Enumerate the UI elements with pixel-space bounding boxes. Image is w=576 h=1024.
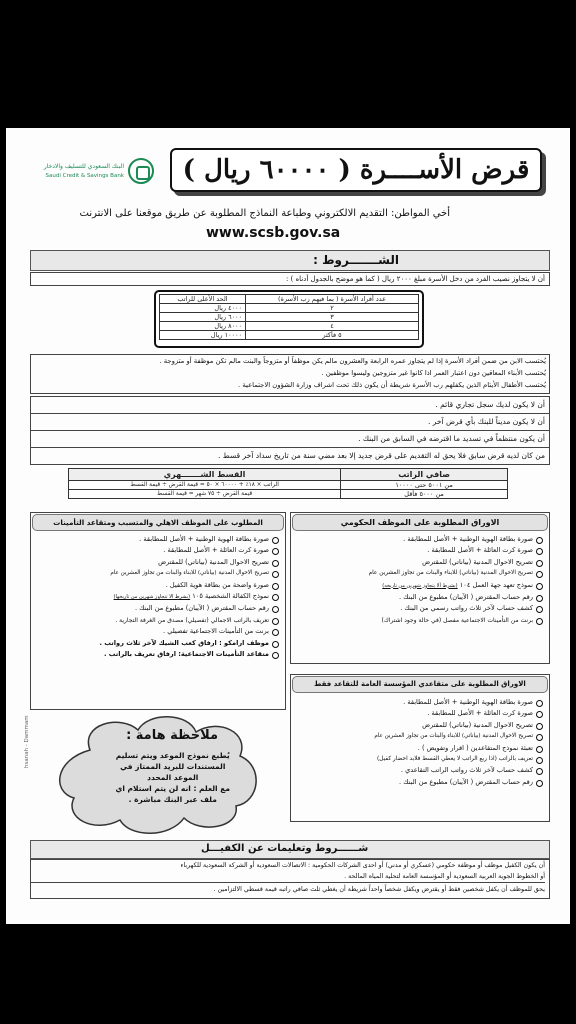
rule-row: من كان لديه قرض سابق فلا يحق له التقديم على قرض جديد إلا بعد مضي سنة من تاريخ سداد آخر قسط .	[30, 447, 550, 465]
notes-block	[30, 354, 550, 394]
bail-form-note: (بشرط الا تتجاوز شهرين من تاريخها)	[113, 594, 191, 601]
list-item: تصريح الاحوال المدنية (بياناتي) للمقترض	[291, 557, 544, 568]
guarantor-line: أن يكون الكفيل موظف أو موظفة حكومي (عسكري أو مدني) أو احدى الشركات الحكومية : الاتصالات السعودية أو الشركة السعودية للكهرباء	[180, 862, 545, 869]
cloud-line: ملف عبر البنك مباشرة .	[128, 795, 217, 804]
list-item: رقم حساب المقترض ( الآيبان) مطبوع من البنك .	[291, 777, 544, 788]
list-item: تصريح الاحوال المدنية (بياناتي) للمقترض	[291, 720, 544, 731]
list-item: صورة واضحة من بطاقة هوية الكفيل .	[31, 580, 280, 591]
table-header: صافي الراتب	[341, 469, 508, 481]
table-header: الحد الأعلى للراتب	[160, 295, 246, 304]
table-cell: ٤	[246, 322, 419, 331]
list-item: تعريف بالراتب الاجمالي (تفصيلي) مصدق من الغرفة التجارية .	[31, 615, 280, 626]
table-cell: ٤٠٠٠ ريال	[160, 304, 246, 313]
table-header: عدد أفراد الأسرة ( بما فيهم رب الأسرة)	[246, 295, 419, 304]
table-cell: من ٥٠٠١ حتى ١٠٠٠٠	[341, 481, 508, 490]
private-employee-box	[30, 512, 286, 710]
gov-employee-box	[290, 512, 550, 664]
list-item: كشف حساب لآخر ثلاث رواتب الراتب التقاعدي .	[291, 765, 544, 776]
retired-box-title: الاوراق المطلوبة على متقاعدي المؤسسة العامة للتقاعد فقط	[292, 676, 548, 693]
guarantor-heading: شــــــروط وتعليمات عن الكفيـــل	[201, 843, 369, 854]
bank-name-ar: البنك السعودي للتسليف والادخار	[43, 163, 124, 170]
list-item: رقم حساب المقترض ( الآيبان) مطبوع من البنك .	[31, 603, 280, 614]
conditions-heading-bar	[30, 250, 550, 271]
list-item: صورة بطاقة الهوية الوطنية + الأصل للمطابقة .	[31, 534, 280, 545]
list-item: تعبئة نموذج المتقاعدين ( اقرار وتفويض ) .	[291, 743, 544, 754]
conditions-heading: الشـــــــروط :	[313, 253, 399, 267]
logo-mark-icon	[128, 158, 154, 184]
table-cell: قيمة القرض ÷ ٧٥ شهر = قيمة القسط	[69, 490, 341, 499]
list-item: تصريح الاحوال المدنية (بياناتي) للمقترض	[31, 557, 280, 568]
list-item: صورة بطاقة الهوية الوطنية + الأصل للمطابقة .	[291, 534, 544, 545]
website-link[interactable]: www.scsb.gov.sa	[206, 225, 341, 241]
rule-row: أن لا يكون لديك سجل تجاري قائم .	[30, 396, 550, 414]
list-item: متقاعد التأمينات الاجتماعية: ارفاق تعريف بالراتب .	[31, 649, 280, 660]
list-item: تعريف بالراتب (اذا ربع الراتب لا يغطي القسط فلابد احضار كفيل)	[291, 754, 544, 765]
table-header: القسط الشـــــــهري	[69, 469, 341, 481]
list-item: نموذج تعهد جهة العمل ١٠٤ (بشرط ألا يتجاوز شهرين من تاريخه)	[291, 580, 544, 592]
list-item: صورة كرت العائلة + الأصل للمطابقة .	[291, 708, 544, 719]
cloud-line: الموعد المحدد	[147, 773, 199, 782]
rule-row: أن لا يكون مديناً للبنك بأي قرض آخر .	[30, 413, 550, 431]
cloud-heading: ملاحظة هامة :	[126, 728, 218, 743]
bank-name-en: Saudi Credit & Savings Bank	[45, 173, 124, 179]
table-header-row	[160, 295, 419, 304]
table-header-row	[69, 469, 508, 481]
gov-box-title: الاوراق المطلوبة على الموظف الحكومي	[292, 514, 548, 531]
work-form-note: (بشرط ألا يتجاوز شهرين من تاريخه)	[382, 582, 458, 589]
list-item: كشف حساب لآخر ثلاث رواتب رسمي من البنك .	[291, 603, 544, 614]
guarantor-line: أو الخطوط الجوية العربية السعودية أو المؤسسة العامة لتحلية المياه المالحة .	[344, 873, 545, 880]
document-page	[6, 128, 570, 924]
watermark: hsanah - Dammam	[24, 715, 30, 768]
table-row	[160, 331, 419, 340]
table-row	[160, 304, 419, 313]
bank-logo	[26, 156, 154, 188]
list-item: تصريح الاحوال المدنية (بياناتي) للابناء والبنات من تجاوز العشرين عام	[291, 568, 544, 579]
intro-text: أخي المواطن: التقديم الالكتروني وطباعة النماذج المطلوبة عن طريق موقعنا على الانترنت	[79, 208, 450, 219]
note-line: يُحتسب الابن من ضمن أفراد الأسرة إذا لم يتجاوز عمره الرابعة والعشرون مالم يكن موظفاً أو متزوجاً والبنت مالم تكن موظفة أو متزوجة .	[159, 357, 546, 365]
list-item: تصريح الاحوال المدنية (بياناتي) للابناء والبنات من تجاوز العشرين عام	[291, 731, 544, 742]
note-line: يُحتسب الأبناء المعاقين دون اعتبار العمر اذا كانوا غير متزوجين وليسوا موظفين .	[321, 369, 546, 377]
list-item: صورة كرت العائلة + الأصل للمطابقة .	[291, 545, 544, 556]
list-item: صورة بطاقة الهوية الوطنية + الأصل للمطابقة .	[291, 697, 544, 708]
installment-table	[68, 468, 508, 504]
table-cell: ٨٠٠٠ ريال	[160, 322, 246, 331]
table-cell: ٢	[246, 304, 419, 313]
cloud-line: مع العلم : انه لن يتم استلام اي	[115, 784, 230, 793]
income-rule: أن لا يتجاوز نصيب الفرد من دخل الأسرة مبلغ ٢٠٠٠ ريال ( كما هو موضح بالجدول أدناه ) :	[30, 272, 550, 286]
rule-row: أن يكون منتظماً في تسديد ما اقترضه في السابق من البنك .	[30, 430, 550, 448]
note-line: يُحتسب الأطفال الأيتام الذين يكفلهم رب الأسرة شريطة أن يكون ذلك تحت اشراف وزارة الشؤون الاجتماعية .	[238, 381, 546, 389]
table-cell: الراتب × ١٨٪ + ٦٠٠٠٠ × ٥٠ = قيمة القرض ÷ قيمة القسط	[69, 481, 341, 490]
table-cell: من ٥٠٠٠ فأقل	[341, 490, 508, 499]
list-item: تصريح الاحوال المدنية (بياناتي) للابناء والبنات من تجاوز العشرين عام	[31, 568, 280, 579]
guarantor-heading-bar	[30, 840, 550, 859]
page-title: قرض الأســــرة ( ٦٠٠٠٠ ريال )	[182, 155, 530, 185]
table-cell: ١٠٠٠٠ ريال	[160, 331, 246, 340]
list-item: برنت من التأمينات الاجتماعية مفصل (في حالة وجود اشتراك)	[291, 615, 544, 626]
list-item: رقم حساب المقترض ( الآيبان) مطبوع من البنك .	[291, 592, 544, 603]
table-row	[69, 490, 508, 499]
list-item: صورة كرت العائلة + الأصل للمطابقة .	[31, 545, 280, 556]
guarantor-lines	[30, 859, 550, 899]
important-note-cloud	[50, 710, 270, 838]
retired-box	[290, 674, 550, 822]
table-row	[160, 322, 419, 331]
private-box-title: المطلوب على الموظف الاهلي والمتسبب ومتقاعد التأمينات	[32, 514, 284, 531]
table-row	[160, 313, 419, 322]
family-income-table	[154, 290, 424, 348]
table-cell: ٥ فأكثر	[246, 331, 419, 340]
table-row	[69, 481, 508, 490]
cloud-line: يُطبع نموذج الموعد ويتم تسليم	[115, 751, 230, 760]
list-item: برنت من التأمينات الاجتماعية تفصيلي .	[31, 626, 280, 637]
list-item: موظف ارامكو : ارفاق كعب الشيك لآخر ثلاث رواتب .	[31, 638, 280, 649]
cloud-line: المستندات للبريد الممتاز في	[120, 762, 226, 771]
title-banner	[170, 148, 542, 192]
list-item: نموذج الكفالة الشخصية ١٠٥ (بشرط الا تتجاوز شهرين من تاريخها)	[31, 591, 280, 603]
table-cell: ٦٠٠٠ ريال	[160, 313, 246, 322]
guarantor-line: يحق للموظف أن يكفل شخصين فقط أو يقترض ويكفل شخصاً واحداً شريطة أن يغطي ثلث صافي راتبه قيمة قسطي الالتزامين .	[31, 882, 545, 897]
table-cell: ٣	[246, 313, 419, 322]
